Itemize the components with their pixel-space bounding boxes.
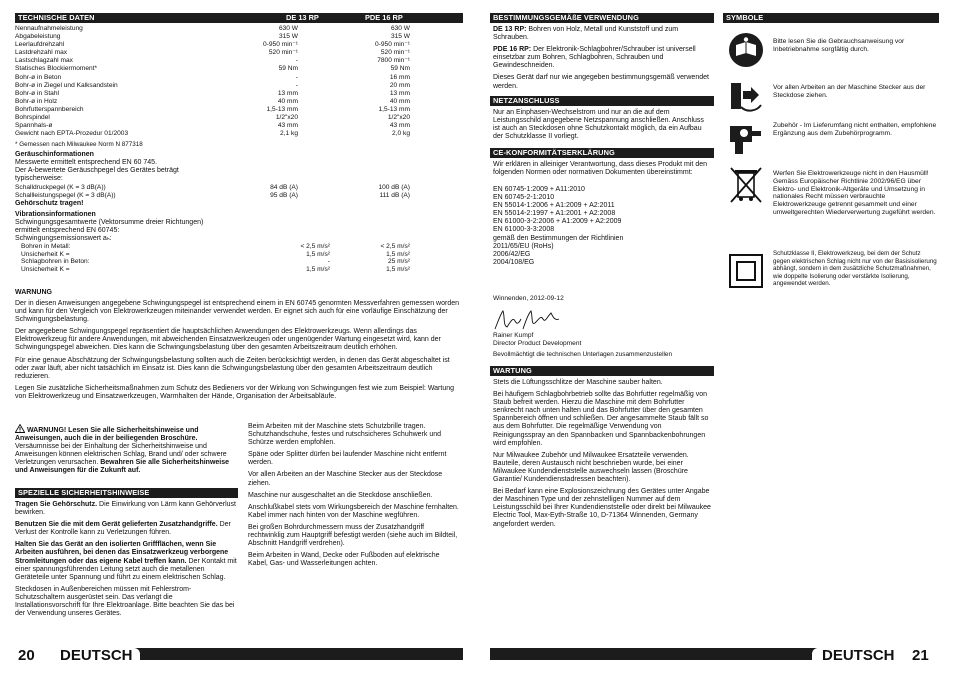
row-value-2: 1/2"x20: [387, 114, 410, 122]
row-value-1: 1,5 m/s²: [306, 250, 330, 258]
usage-de-label: DE 13 RP:: [493, 26, 527, 33]
table-row: [15, 251, 410, 259]
row-value-2: 520 min⁻¹: [380, 49, 410, 57]
protection-class-ii-icon: [727, 252, 765, 290]
mains-text: Nur an Einphasen-Wechselstrom und nur an die auf dem Leistungsschild angegebene Netzspannung anschließen. Anschluss ist auch an Steckdosen ohne Schutzkontakt möglich, da ein Aufbau der Schutzklasse II vorliegt.: [493, 109, 704, 141]
mains-header: NETZANSCHLUSS: [490, 96, 714, 106]
row-value-2: 111 dB (A): [379, 192, 410, 200]
read-manual-icon: [727, 31, 765, 69]
usage-de-text: Bohren von Holz, Metall und Kunststoff und zum Schrauben.: [493, 26, 679, 42]
vibration-title: Vibrationsinformationen: [15, 211, 96, 218]
table-row: [15, 41, 410, 49]
maintenance-p1: Stets die Lüftungsschlitze der Maschine sauber halten.: [493, 379, 663, 386]
safety-p1-bold: Tragen Sie Gehörschutz.: [15, 501, 98, 508]
ce-norm-list: [493, 186, 711, 267]
row-value-1: 315 W: [278, 33, 298, 41]
warning-paragraph: Legen Sie zusätzliche Sicherheitsmaßnahmen zum Schutz des Bedieners vor der Wirkung von Schwingungen fest wie zum Beispiel: Wartung von Elektrowerkzeug und Einsatzwerkzeugen, Warmhalten der Hände, Organisation der Arbeitsabläufe.: [15, 384, 455, 400]
safety-paragraph: Bei großen Bohrdurchmessern muss der Zusatzhandgriff rechtwinklig zum Hauptgriff befestigt werden (siehe auch im Bildteil, Abschnitt Handgriff verdrehen).: [248, 523, 458, 548]
table-row: [15, 57, 410, 65]
noise-line: Messwerte ermittelt entsprechend EN 60 745.: [15, 159, 158, 166]
warning-box-bold2: Bewahren Sie alle Sicherheitshinweise und Anweisungen für die Zukunft auf.: [15, 459, 230, 475]
row-label: Unsicherheit K =: [21, 250, 70, 258]
usage-pde-text: Der Elektronik-Schlagbohrer/Schrauber ist universell einsetzbar zum Bohren, Schlagbohren, Schrauben und Gewindeschneiden.: [493, 46, 696, 70]
warning-paragraph: Der angegebene Schwingungspegel repräsentiert die hauptsächlichen Anwendungen des Elektrowerkzeugs. Wenn allerdings das Elektrowerkzeug für andere Anwendungen, mit abweichenden Einsatzwerkzeugen oder ungenügender Wartung eingesetzt wird, kann der Schwingungspegel abweichen. Dies kann die Schwingungsbelastung über den gesamten Arbeitszeitraum deutlich erhöhen.: [15, 328, 441, 352]
row-value-1: 13 mm: [277, 89, 298, 97]
ce-norm-item: EN 60745-2-1:2010: [493, 194, 555, 202]
safety-p2-bold: Benutzen Sie die mit dem Gerät gelieferten Zusatzhandgriffe.: [15, 521, 218, 529]
row-value-1: -: [295, 81, 298, 89]
safety-p1: Die Einwirkung von Lärm kann Gehörverlust bewirken.: [15, 501, 236, 517]
row-label: Spannhals-ø: [15, 122, 53, 130]
row-value-1: 0-950 min⁻¹: [263, 41, 298, 49]
row-value-1: 40 mm: [277, 97, 298, 105]
noise-description: [15, 159, 315, 183]
row-value-2: 16 mm: [389, 73, 410, 81]
row-label: Unsicherheit K =: [21, 265, 70, 273]
row-value-2: 40 mm: [389, 97, 410, 105]
row-value-1: 95 dB (A): [270, 192, 298, 200]
right-language: DEUTSCH: [822, 647, 895, 664]
table-row: [15, 90, 410, 98]
row-value-1: < 2,5 m/s²: [300, 243, 330, 250]
table-row: [15, 25, 410, 33]
usage-text: [493, 26, 711, 95]
ce-place-date: Winnenden, 2012-09-12: [493, 295, 564, 302]
maintenance-p2: Bei häufigem Schlagbohrbetrieb sollte das Bohrfutter regelmäßig von Staub befreit werden. Hierzu die Maschine mit dem Bohrfutter senkrecht nach unten halten und das Bohrfutter über den gesamten Spannbereich öffnen und schließen. Der angesammelte Staub fällt so aus dem Bohrfutter. Die regelmäßige Verwendung von Reinigungsspray an den Spannbacken und Spannbackenbohrungen wird empfohlen.: [493, 391, 709, 447]
table-row: [15, 106, 410, 114]
maintenance-p3: Nur Milwaukee Zubehör und Milwaukee Ersatzteile verwenden. Bauteile, deren Austausch nicht beschrieben wurde, bei einer Milwaukee Kundendienststelle auswechseln lassen (Broschüre Garantie/ Kundendienstadressen beachten).: [493, 451, 689, 484]
table-row: [15, 258, 410, 266]
row-label: Leerlaufdrehzahl: [15, 41, 65, 49]
noise-hint: Gehörschutz tragen!: [15, 200, 84, 207]
row-label: Bohr-ø in Stahl: [15, 89, 59, 97]
warning-box-text: Versäumnisse bei der Einhaltung der Sicherheitshinweise und Anweisungen können elektrischen Schlag, Brand und/ oder schwere Verletzungen verursachen.: [15, 443, 227, 467]
warning-box-bold1: WARNUNG! Lesen Sie alle Sicherheitshinweise und Anweisungen, auch die in der beiliegenden Broschüre.: [15, 427, 199, 443]
table-row: [15, 266, 410, 274]
right-page-number: 21: [912, 647, 929, 664]
row-value-1: 43 mm: [277, 122, 298, 130]
table-row: [15, 243, 410, 251]
symbols-header: SYMBOLE: [723, 13, 939, 23]
warning-text: [15, 300, 463, 405]
symbol-text-4: Werfen Sie Elektrowerkzeuge nicht in den Hausmüll! Gemäss Europäischer Richtlinie 2002/96/EG über Elektro- und Elektronik-Altgeräte und Umsetzung in nationales Recht müssen verbrauchte Elektrowerkzeuge getrennt gesammelt und einer umweltgerechten Wiederverwertung zugeführt werden.: [773, 170, 936, 216]
row-label: Schallleistungspegel (K = 3 dB(A)): [15, 192, 116, 200]
row-value-1: 2,1 kg: [280, 130, 298, 138]
warning-triangle-icon: [15, 424, 25, 433]
row-value-1: 59 Nm: [278, 65, 298, 73]
safety-p2: Der Verlust der Kontrolle kann zu Verletzungen führen.: [15, 521, 231, 537]
safety-paragraph: Beim Arbeiten mit der Maschine stets Schutzbrille tragen. Schutzhandschuhe, festes und rutschsicheres Schuhwerk und Schürze werden empfohlen.: [248, 423, 442, 447]
row-label: Lastschlagzahl max: [15, 57, 73, 65]
row-value-2: < 2,5 m/s²: [380, 243, 410, 250]
tech-col-header-2: PDE 16 RP: [365, 13, 403, 22]
row-value-2: 13 mm: [389, 89, 410, 97]
row-label: Gewicht nach EPTA-Prozedur 01/2003: [15, 130, 129, 138]
usage-header: BESTIMMUNGSGEMÄßE VERWENDUNG: [490, 13, 714, 23]
ce-header: CE-KONFORMITÄTSERKLÄRUNG: [490, 148, 714, 158]
safety-paragraph: Beim Arbeiten in Wand, Decke oder Fußboden auf elektrische Kabel, Gas- und Wasserleitungen achten.: [248, 552, 440, 568]
row-label: Nennaufnahmeleistung: [15, 25, 83, 32]
table-row: [15, 130, 410, 138]
accessory-icon: [727, 118, 765, 156]
table-row: [15, 122, 410, 130]
noise-table: [15, 184, 410, 200]
safety-paragraph: Anschlußkabel stets vom Wirkungsbereich der Maschine fernhalten. Kabel immer nach hinten von der Maschine wegführen.: [248, 503, 459, 519]
row-value-1: 1/2"x20: [275, 114, 298, 122]
row-value-2: 315 W: [390, 33, 410, 41]
row-value-2: 1,5 m/s²: [386, 265, 410, 273]
noise-line: typischerweise:: [15, 175, 63, 183]
left-language: DEUTSCH: [60, 647, 133, 664]
table-row: [15, 184, 410, 192]
row-label: Bohrfutterspannbereich: [15, 105, 84, 113]
row-label: Bohren in Metall:: [21, 243, 71, 250]
row-value-2: 59 Nm: [390, 65, 410, 73]
ce-signer: Rainer Kumpf: [493, 332, 534, 339]
tech-footnote: * Gemessen nach Milwaukee Norm N 877318: [15, 141, 143, 148]
safety-p4: Steckdosen in Außenbereichen müssen mit Fehlerstrom-Schutzschaltern ausgerüstet sein. Das verlangt die Installationsvorschrift für Ihre Elektroanlage. Bitte beachten Sie das bei der Verwendung unseres Gerätes.: [15, 585, 235, 618]
signature-image: [493, 307, 563, 333]
symbol-text-2: Vor allen Arbeiten an der Maschine Stecker aus der Steckdose ziehen.: [773, 84, 926, 99]
row-value-1: -: [295, 73, 298, 81]
row-value-2: 0-950 min⁻¹: [375, 41, 410, 49]
maintenance-p4: Bei Bedarf kann eine Explosionszeichnung des Gerätes unter Angabe der Maschinen Type und der zehnstelligen Nummer auf dem Leistungsschild bei Ihrer Kundendienststelle oder direkt bei Milwaukee Electric Tool, Max-Eyth-Straße 10, D-71364 Winnenden, Germany angefordert werden.: [493, 488, 711, 528]
table-row: [15, 74, 410, 82]
row-label: Bohr-ø in Beton: [15, 73, 62, 81]
symbol-text-1: Bitte lesen Sie die Gebrauchsanweisung vor Inbetriebnahme sorgfältig durch.: [773, 38, 905, 53]
noise-title: Geräuschinformationen: [15, 151, 94, 158]
ce-intro: Wir erklären in alleiniger Verantwortung, dass dieses Produkt mit den folgenden Normen oder normativen Dokumenten übereinstimmt:: [493, 161, 707, 177]
vibration-description: [15, 219, 335, 243]
row-value-2: 1,5 m/s²: [386, 250, 410, 258]
table-row: [15, 82, 410, 90]
tech-data-table: [15, 25, 410, 138]
usage-note: Dieses Gerät darf nur wie angegeben bestimmungsgemäß verwendet werden.: [493, 74, 709, 90]
usage-pde-label: PDE 16 RP:: [493, 46, 532, 54]
safety-text: [15, 501, 238, 622]
safety-paragraph: Vor allen Arbeiten an der Maschine Stecker aus der Steckdose ziehen.: [248, 471, 443, 487]
ce-norm-item: 2011/65/EU (RoHs): [493, 242, 554, 250]
ce-norm-item: EN 55014-1:2006 + A1:2009 + A2:2011: [493, 202, 615, 210]
ce-norm-item: EN 61000-3-2:2006 + A1:2009 + A2:2009: [493, 218, 622, 226]
row-value-2: 100 dB (A): [378, 184, 410, 191]
general-warning-box: [15, 424, 238, 476]
row-value-2: 43 mm: [389, 122, 410, 130]
table-row: [15, 98, 410, 106]
symbol-text-5: Schutzklasse II, Elektrowerkzeug, bei dem der Schutz gegen elektrischen Schlag nicht nur von der Basisisolierung abhängt, sondern in dem zusätzliche Schutzmaßnahmen, wie doppelte Isolierung oder verstärkte Isolierung, angewendet werden.: [773, 250, 937, 287]
vibration-line: Schwingungsgesamtwerte (Vektorsumme dreier Richtungen): [15, 219, 204, 226]
ce-norm-item: 2006/42/EG: [493, 250, 531, 258]
noise-line: Der A-bewertete Geräuschpegel des Gerätes beträgt: [15, 167, 179, 175]
row-label: Bohrspindel: [15, 114, 50, 122]
row-value-1: 1,5 m/s²: [306, 265, 330, 273]
warning-title: WARNUNG: [15, 289, 52, 296]
vibration-table: [15, 243, 410, 273]
left-page-number: 20: [18, 647, 35, 664]
row-label: Bohr-ø in Ziegel und Kalksandstein: [15, 81, 118, 89]
table-row: [15, 192, 410, 200]
ce-norm-item: 2004/108/EG: [493, 258, 535, 266]
warning-paragraph: Für eine genaue Abschätzung der Schwingungsbelastung sollten auch die Zeiten berücksichtigt werden, in denen das Gerät abgeschaltet ist oder zwar läuft, aber nicht tatsächlich im Einsatz ist. Dies kann die Schwingungsbelastung über den gesamten Arbeitszeitraum deutlich reduzieren.: [15, 356, 450, 380]
vibration-line: Schwingungsemissionswert aₕ:: [15, 235, 112, 243]
row-label: Schalldruckpegel (K = 3 dB(A)): [15, 184, 106, 191]
warning-paragraph: Der in diesen Anweisungen angegebene Schwingungspegel ist entsprechend einem in EN 60745 genormten Messverfahren gemessen worden und kann für den Vergleich von Elektrowerkzeugen miteinander verwendet werden. Er eignet sich auch für eine vorläufige Einschätzung der Schwingungsbelastung.: [15, 300, 460, 324]
row-value-2: 25 m/s²: [388, 258, 410, 266]
ce-norm-item: EN 61000-3-3:2008: [493, 226, 555, 234]
table-row: [15, 33, 410, 41]
row-value-2: 1,5-13 mm: [378, 105, 410, 113]
row-label: Lastdrehzahl max: [15, 49, 68, 57]
ce-norm-item: EN 60745-1:2009 + A11:2010: [493, 186, 585, 193]
row-label: Statisches Blockiermoment*: [15, 65, 98, 73]
safety-p3-bold: Halten Sie das Gerät an den isolierten Griffflächen, wenn Sie Arbeiten ausführen, bei denen das Einsatzwerkzeug verborgene Stromleitungen oder das eigene Kabel treffen kann.: [15, 541, 229, 565]
row-value-2: 7800 min⁻¹: [377, 57, 410, 65]
row-value-1: 630 W: [278, 25, 298, 32]
ce-norm-item: EN 55014-2:1997 + A1:2001 + A2:2008: [493, 210, 616, 218]
row-value-1: 520 min⁻¹: [268, 49, 298, 57]
ce-authorized: Bevollmächtigt die technischen Unterlagen zusammenzustellen: [493, 351, 673, 358]
safety-column-2: [248, 423, 460, 572]
safety-paragraph: Maschine nur ausgeschaltet an die Steckdose anschließen.: [248, 491, 433, 499]
row-label: Abgabeleistung: [15, 33, 61, 41]
safety-header: SPEZIELLE SICHERHEITSHINWEISE: [15, 488, 238, 498]
row-value-1: -: [295, 57, 298, 65]
table-row: [15, 65, 410, 73]
safety-paragraph: Späne oder Splitter dürfen bei laufender Maschine nicht entfernt werden.: [248, 451, 447, 467]
maintenance-text: [493, 379, 711, 533]
row-value-2: 630 W: [390, 25, 410, 32]
ce-norm-item: gemäß den Bestimmungen der Richtlinien: [493, 234, 624, 242]
table-row: [15, 114, 410, 122]
row-value-1: -: [327, 258, 330, 266]
table-row: [15, 49, 410, 57]
weee-bin-icon: [727, 165, 765, 203]
row-label: Bohr-ø in Holz: [15, 97, 58, 105]
row-value-1: 1,5-13 mm: [266, 105, 298, 113]
tech-col-header-1: DE 13 RP: [286, 13, 319, 22]
safety-p3: Der Kontakt mit einer spannungsführenden Leitung setzt auch die metallenen Geräteteile unter Spannung und führt zu einem elektrischen Schlag.: [15, 557, 237, 581]
vibration-line: ermittelt entsprechend EN 60745:: [15, 227, 120, 235]
ce-signer-title: Director Product Development: [493, 340, 582, 347]
tech-data-header: TECHNISCHE DATEN: [18, 13, 95, 22]
symbol-text-3: Zubehör - Im Lieferumfang nicht enthalten, empfohlene Ergänzung aus dem Zubehörprogramm.: [773, 122, 937, 137]
maintenance-header: WARTUNG: [490, 366, 714, 376]
row-value-1: 84 dB (A): [270, 184, 298, 191]
row-value-2: 20 mm: [389, 81, 410, 89]
row-label: Schlagbohren in Beton:: [21, 258, 90, 266]
row-value-2: 2,0 kg: [392, 130, 410, 138]
unplug-icon: [727, 77, 765, 115]
